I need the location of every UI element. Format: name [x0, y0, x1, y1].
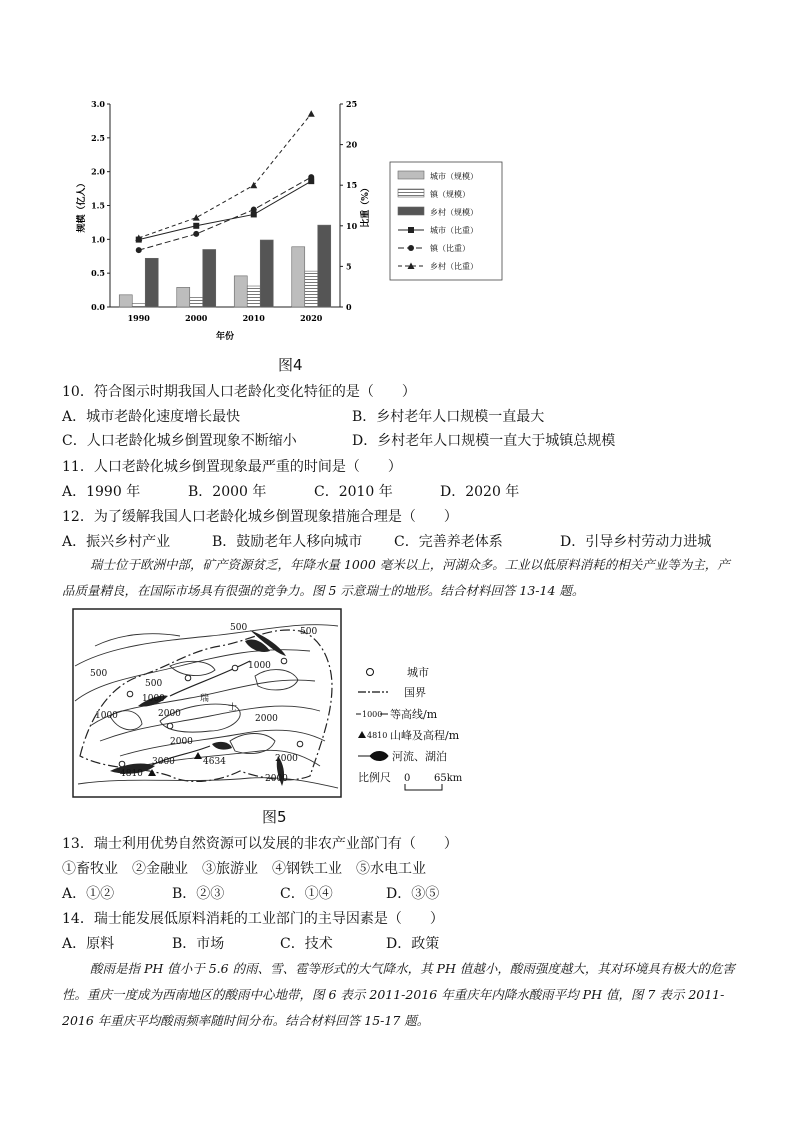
contour-label: 1000: [248, 661, 271, 671]
legend-contour: 等高线/m: [390, 708, 438, 721]
q14-option-c: C．技术: [280, 936, 333, 952]
q14-option-a: A．原料: [62, 936, 115, 952]
y-tick-label-right: 10: [346, 220, 358, 231]
legend-swatch: [398, 207, 424, 215]
x-axis-label: 年份: [215, 332, 235, 342]
series-line: [139, 181, 312, 239]
point-triangle: [193, 214, 200, 221]
bar: [177, 287, 190, 307]
contour-label: 3000: [152, 757, 175, 767]
y-tick-label-left: 3.0: [91, 99, 105, 109]
legend-scale-0: 0: [404, 773, 411, 784]
point-circle: [251, 207, 257, 213]
contour-label: 500: [145, 679, 163, 689]
q13-option-c: C．①④: [280, 886, 333, 902]
legend-city: 城市: [407, 666, 429, 679]
legend-contour-sample: 1000: [362, 710, 383, 719]
fig5-caption: 图5: [262, 808, 287, 826]
q10-option-d: D．乡村老年人口规模一直大于城镇总规模: [352, 433, 616, 449]
q12-option-d: D．引导乡村劳动力进城: [560, 534, 712, 550]
legend-city-icon: [367, 669, 374, 676]
legend-scale-bar: [405, 784, 442, 790]
bar: [145, 258, 158, 307]
point-circle: [308, 174, 314, 180]
contour-label: 1000: [95, 711, 118, 721]
y-tick-label-left: 0.5: [91, 268, 105, 279]
q12-option-c: C．完善养老体系: [394, 534, 503, 550]
y-tick-label-right: 0: [346, 302, 352, 312]
y-tick-label-left: 2.5: [91, 132, 105, 143]
q14-stem: 14．瑞士能发展低原料消耗的工业部门的主导因素是（ ）: [62, 911, 444, 927]
y-tick-label-right: 25: [346, 99, 358, 109]
bar: [190, 298, 203, 307]
q11-option-b: B．2000 年: [188, 484, 267, 500]
legend-marker: [408, 227, 414, 233]
legend-peak-icon: [358, 731, 366, 738]
city-marker: [127, 691, 133, 697]
legend-river: 河流、湖泊: [392, 750, 447, 763]
y-tick-label-right: 5: [346, 261, 352, 272]
city-marker: [232, 665, 238, 671]
y-tick-label-left: 1.0: [91, 234, 105, 245]
legend-border: 国界: [404, 686, 426, 699]
material-switzerland: 瑞士位于欧洲中部，矿产资源贫乏，年降水量 1000 毫米以上，河湖众多。工业以低原料消耗的相关产业等为主，产品质量精良，在国际市场具有很强的竞争力。图 5 示意瑞士的地形。结合材料回答 13-14 题。: [62, 557, 730, 598]
q14-option-d: D．政策: [386, 936, 440, 952]
point-square: [193, 223, 199, 229]
point-triangle: [308, 110, 315, 117]
y-tick-label-left: 0.0: [91, 302, 105, 312]
legend-label: 镇（规模）: [430, 190, 470, 199]
legend-peak-sample: 4810: [367, 731, 388, 740]
bar: [132, 304, 145, 307]
city-marker: [281, 658, 287, 664]
q13-stem: 13．瑞士利用优势自然资源可以发展的非农产业部门有（ ）: [62, 836, 458, 852]
q11-stem: 11．人口老龄化城乡倒置现象最严重的时间是（ ）: [62, 459, 402, 475]
legend-river-icon: [358, 752, 388, 761]
bar: [234, 276, 247, 307]
point-circle: [136, 247, 142, 253]
point-circle: [193, 231, 199, 237]
q12-option-a: A．振兴乡村产业: [62, 534, 171, 550]
fig4-chart: [70, 92, 510, 348]
legend-label: 城市（规模）: [430, 172, 478, 181]
bar: [119, 295, 132, 307]
legend-marker: [408, 245, 414, 251]
q14-option-b: B．市场: [172, 936, 225, 952]
bar: [318, 225, 331, 307]
contour-label: 瑞: [200, 694, 210, 704]
x-tick-label: 2000: [185, 313, 208, 323]
q12-option-b: B．鼓励老年人移向城市: [212, 534, 363, 550]
contour-label: 2000: [255, 714, 278, 724]
q13-option-d: D．③⑤: [386, 886, 440, 902]
contour-label: 2000: [265, 774, 288, 784]
y-tick-label-left: 1.5: [91, 200, 105, 211]
contour-label: 士: [228, 703, 238, 713]
bar: [305, 271, 318, 307]
fig5-map: [70, 606, 480, 802]
city-marker: [119, 761, 125, 767]
contour-label: 500: [230, 623, 248, 633]
x-tick-label: 1990: [127, 313, 150, 323]
q13-items: ①畜牧业 ②金融业 ③旅游业 ④钢铁工业 ⑤水电工业: [62, 861, 426, 877]
q11-option-a: A．1990 年: [62, 484, 141, 500]
y-tick-label-left: 2.0: [91, 166, 105, 177]
city-marker: [185, 675, 191, 681]
legend-label: 乡村（比重）: [430, 262, 478, 271]
y-tick-label-right: 20: [346, 139, 358, 150]
fig4-caption: 图4: [278, 356, 303, 374]
q13-option-b: B．②③: [172, 886, 225, 902]
contour-label: 500: [300, 627, 318, 637]
series-line: [139, 114, 312, 238]
legend-swatch: [398, 189, 424, 197]
q11-option-d: D．2020 年: [440, 484, 520, 500]
q10-stem: 10．符合图示时期我国人口老龄化变化特征的是（ ）: [62, 384, 416, 400]
q12-stem: 12．为了缓解我国人口老龄化城乡倒置现象措施合理是（ ）: [62, 509, 458, 525]
x-tick-label: 2010: [242, 313, 265, 323]
legend-scale-end: 65km: [434, 773, 463, 784]
q10-option-a: A．城市老龄化速度增长最快: [62, 409, 241, 425]
series-line: [139, 177, 312, 250]
city-marker: [167, 723, 173, 729]
legend-label: 镇（比重）: [430, 244, 470, 253]
legend-scale-label: 比例尺: [358, 771, 391, 784]
q10-option-b: B．乡村老年人口规模一直最大: [352, 409, 545, 425]
legend-peak: 山峰及高程/m: [390, 729, 460, 742]
bar: [247, 286, 260, 307]
y-tick-label-right: 15: [346, 180, 358, 191]
peak-label: 4810: [120, 769, 143, 779]
q11-option-c: C．2010 年: [314, 484, 393, 500]
q10-option-c: C．人口老龄化城乡倒置现象不断缩小: [62, 433, 297, 449]
bar: [292, 247, 305, 307]
contour-label: 2000: [158, 709, 181, 719]
fig5-legend: [356, 666, 463, 790]
contour-label: 1000: [142, 694, 165, 704]
point-triangle: [250, 182, 257, 189]
legend-swatch: [398, 171, 424, 179]
peak-label: 4634: [203, 757, 226, 767]
contour-label: 500: [90, 669, 108, 679]
legend-label: 城市（比重）: [430, 226, 478, 235]
city-marker: [297, 741, 303, 747]
legend-label: 乡村（规模）: [430, 208, 478, 217]
bar: [203, 249, 216, 307]
contour-label: 2000: [275, 754, 298, 764]
q13-option-a: A．①②: [62, 886, 115, 902]
bar: [260, 240, 273, 307]
x-tick-label: 2020: [300, 313, 323, 323]
contour-label: 2000: [170, 737, 193, 747]
y-axis-label-left: 规模（亿人）: [77, 178, 87, 233]
y-axis-label-right: 比重（%）: [361, 183, 371, 228]
material-acid-rain: 酸雨是指 PH 值小于 5.6 的雨、雪、雹等形式的大气降水，其 PH 值越小，酸雨强度越大，其对环境具有极大的危害性。重庆一度成为西南地区的酸雨中心地带，图 6 表示 2011-2016 年重庆年内降水酸雨平均 PH 值，图 7 表示 2011-2016 年重庆平均酸雨频率随时间分布。结合材料回答 15-17 题。: [62, 961, 735, 1028]
